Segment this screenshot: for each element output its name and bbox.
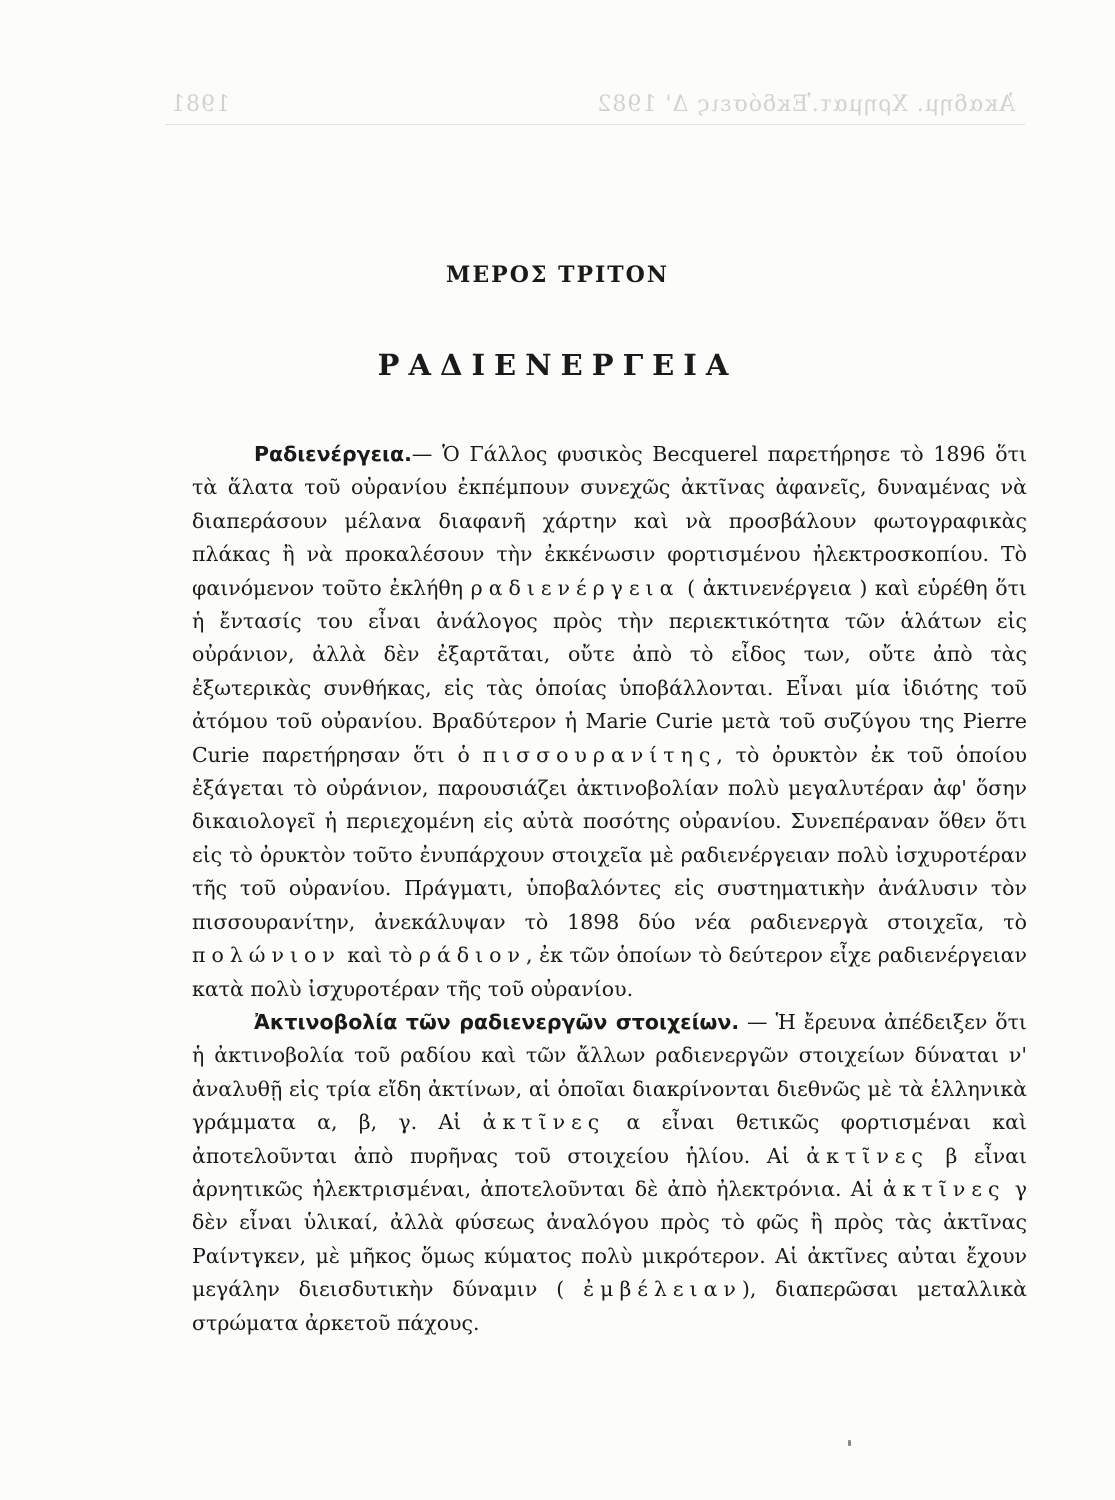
spaced-term: ράδιον [418, 943, 526, 968]
spaced-term: ἐμβέλειαν [583, 1277, 742, 1302]
text-run: ( ἀκτινενέργεια ) καὶ εὑρέθη ὅτι ἡ ἔντασίς του εἶναι ἀνάλογος πρὸς τὴν περιεκτικότητα τῶν ἁλάτων εἰς οὐράνιον, ἀλλὰ δὲν ἐξαρτᾶται, οὔτε ἀπὸ τὸ εἶδος των, οὔτε ἀπὸ τὰς ἐξωτερικὰς συνθήκας, εἰς τὰς ὁποίας ὑποβάλλονται. Εἶναι μία ἰδιότης τοῦ ἀτόμου τοῦ οὐρανίου. Βραδύτερον ἡ Marie Curie μετὰ τοῦ συζύγου της Pierre Curie παρετήρησαν ὅτι ὁ [192, 575, 1027, 767]
part-heading: ΜΕΡΟΣ ΤΡΙΤΟΝ [446, 262, 669, 288]
text-run: , ἐκ τῶν ὁποίων τὸ δεύτερον εἶχε ραδιενέργειαν κατὰ πολὺ ἰσχυροτέραν τῆς τοῦ οὐρανίου. [192, 943, 1027, 1001]
show-through-header [170, 92, 1015, 117]
spaced-term: πολώνιον [192, 943, 341, 968]
paragraph-radioactivity [192, 438, 1027, 1006]
spaced-term: ραδιενέργεια [470, 575, 680, 600]
run-in-heading: Ἀκτινοβολία τῶν ραδιενεργῶν στοιχείων. [254, 1009, 740, 1034]
paragraph-radiation [192, 1006, 1027, 1340]
spaced-term: ἀκτῖνες [482, 1110, 606, 1135]
show-through-title: Ἀκαδημ. Χρηματ.Ἐκδόσεις Δ' 1982 [596, 92, 1015, 117]
show-through-page-number: 1981 [170, 92, 230, 117]
text-run: , τὸ ὀρυκτὸν ἐκ τοῦ ὁποίου ἐξάγεται τὸ οὐράνιον, παρουσιάζει ἀκτινοβολίαν πολὺ μεγαλυτέραν ἀφ' ὅσην δικαιολογεῖ ἡ περιεχομένη εἰς αὐτὰ ποσότης οὐρανίου. Συνεπέραναν ὅθεν ὅτι εἰς τὸ ὀρυκτὸν τοῦτο ἐνυπάρχουν στοιχεῖα μὲ ραδιενέργειαν πολὺ ἰσχυροτέραν τῆς τοῦ οὐρανίου. Πράγματι, ὑποβαλόντες εἰς συστηματικὴν ἀνάλυσιν τὸν πισσουρανίτην, ἀνεκάλυψαν τὸ 1898 δύο νέα ραδιενεργὰ στοιχεῖα, τὸ [192, 742, 1027, 934]
ink-speck [848, 1440, 851, 1446]
show-through-rule [165, 124, 1025, 125]
text-run: β εἶναι ἀρνητικῶς ἠλεκτρισμέναι, ἀποτελοῦνται δὲ ἀπὸ ἠλεκτρόνια. Αἱ [192, 1143, 1027, 1201]
spaced-term: ἀκτῖνες [882, 1176, 1006, 1201]
body-text [192, 438, 1027, 1340]
text-run: — Ἡ ἔρευνα ἀπέδειξεν ὅτι ἡ ἀκτινοβολία τοῦ ραδίου καὶ τῶν ἄλλων ραδιενεργῶν στοιχείων δύναται ν' ἀναλυθῇ εἰς τρία εἴδη ἀκτίνων, αἱ ὁποῖαι διακρίνονται διεθνῶς μὲ τὰ ἑλληνικὰ γράμματα α, β, γ. Αἱ [192, 1009, 1027, 1135]
spaced-term: ἀκτῖνες [806, 1143, 929, 1168]
text-run: καὶ τὸ [347, 943, 413, 968]
run-in-heading: Ραδιενέργεια. [254, 442, 412, 466]
text-run: γ δὲν εἶναι ὑλικαί, ἀλλὰ φύσεως ἀναλόγου πρὸς τὸ φῶς ἢ πρὸς τὰς ἀκτῖνας Ραίντγκεν, μὲ μῆκος ὅμως κύματος πολὺ μικρότερον. Αἱ ἀκτῖνες αὐται ἔχουν μεγάλην διεισδυτικὴν δύναμιν ( [192, 1176, 1027, 1302]
spaced-term: πισσουρανίτης [482, 742, 717, 767]
chapter-heading: ΡΑΔΙΕΝΕΡΓΕΙΑ [377, 348, 738, 382]
text-run: — Ὁ Γάλλος φυσικὸς Becquerel παρετήρησε τὸ 1896 ὅτι τὰ ἅλατα τοῦ οὐρανίου ἐκπέμπουν συνεχῶς ἀκτῖνας ἀφανεῖς, δυναμένας νὰ διαπεράσουν μέλανα διαφανῆ χάρτην καὶ νὰ προσβάλουν φωτογραφικὰς πλάκας ἢ νὰ προκαλέσουν τὴν ἐκκένωσιν φορτισμένου ἠλεκτροσκοπίου. Τὸ φαινόμενον τοῦτο ἐκλήθη [192, 442, 1027, 600]
text-run: ), διαπερῶσαι μεταλλικὰ στρώματα ἀρκετοῦ πάχους. [192, 1277, 1027, 1335]
text-run: α εἶναι θετικῶς φορτισμέναι καὶ ἀποτελοῦνται ἀπὸ πυρῆνας τοῦ στοιχείου ἡλίου. Αἱ [192, 1110, 1027, 1168]
